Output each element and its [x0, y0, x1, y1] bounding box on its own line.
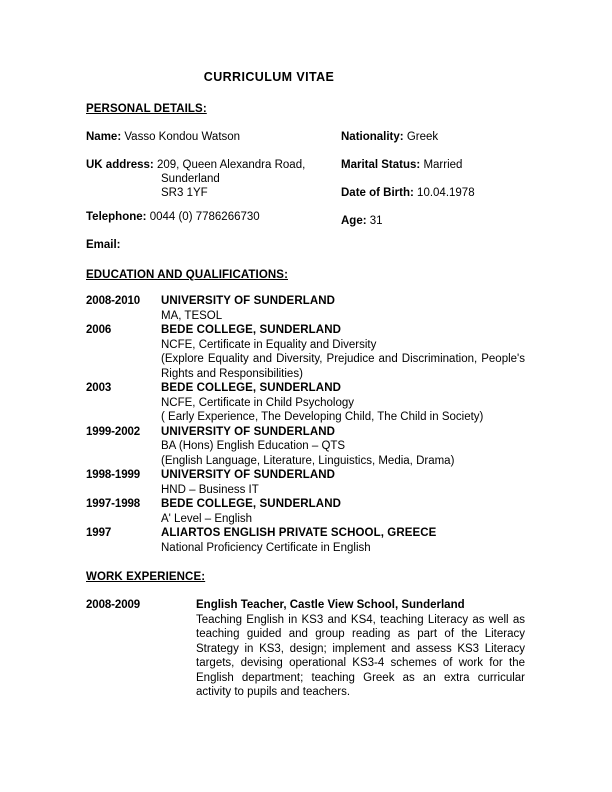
field-telephone-value: 0044 (0) 7786266730 — [149, 211, 260, 223]
education-entry-body — [161, 294, 525, 323]
education-entry-date: 1997 — [86, 527, 112, 539]
education-entry-organisation: BEDE COLLEGE, SUNDERLAND — [161, 382, 342, 394]
education-entry-organisation: UNIVERSITY OF SUNDERLAND — [161, 425, 336, 438]
field-email — [86, 238, 121, 253]
field-nationality — [341, 130, 438, 145]
education-entry-organisation: BEDE COLLEGE, SUNDERLAND — [161, 498, 342, 510]
education-entry-detail: National Proficiency Certificate in English — [161, 541, 371, 554]
education-entry — [0, 323, 612, 381]
education-entry-date: 1999-2002 — [86, 425, 141, 438]
education-entry-detail: MA, TESOL — [161, 309, 223, 322]
education-entry-body — [161, 468, 525, 497]
education-entry — [0, 294, 612, 323]
education-entry — [0, 526, 612, 555]
field-telephone — [86, 210, 260, 225]
field-marital-status — [341, 158, 462, 173]
education-entry-detail: (Explore Equality and Diversity, Prejudice and Discrimination, People's Rights and Responsibilities) — [161, 353, 525, 380]
field-name-value: Vasso Kondou Watson — [124, 131, 241, 143]
document-title: CURRICULUM VITAE — [203, 70, 335, 84]
education-entry-detail: A' Level – English — [161, 512, 253, 525]
field-marital-status-label: Marital Status: — [341, 159, 421, 171]
education-entry-organisation: ALIARTOS ENGLISH PRIVATE SCHOOL, GREECE — [161, 527, 437, 539]
section-heading-personal-details: PERSONAL DETAILS: — [86, 103, 207, 115]
education-entry-body — [161, 381, 525, 425]
work-experience-entry-body — [196, 598, 525, 700]
education-entry-detail: ( Early Experience, The Developing Child, The Child in Society) — [161, 411, 484, 423]
section-heading-education: EDUCATION AND QUALIFICATIONS: — [86, 269, 289, 281]
field-uk-address-value: 209, Queen Alexandra Road, — [156, 159, 306, 171]
education-entry-detail: NCFE, Certificate in Child Psychology — [161, 396, 355, 409]
work-experience-entry-date: 2008-2009 — [86, 599, 141, 611]
education-entry — [0, 425, 612, 469]
field-date-of-birth — [341, 186, 475, 201]
education-entry-date: 2006 — [86, 324, 112, 336]
education-entries-list — [0, 294, 612, 555]
work-experience-entry-description: Teaching English in KS3 and KS4, teaching Literacy as well as teaching guided and group reading as part of the Literacy Strategy in KS3, design; implement and assess KS3 Literacy targets, devising operational KS3-4 schemes of work for the English department; teaching Greek as an extra curricular activity to pupils and teachers. — [196, 613, 525, 698]
education-entry-date: 2008-2010 — [86, 295, 141, 307]
field-nationality-value: Greek — [406, 131, 439, 143]
education-entry-detail: BA (Hons) English Education – QTS — [161, 440, 346, 452]
field-uk-address-label: UK address: — [86, 159, 154, 171]
work-experience-entry — [0, 598, 612, 700]
field-telephone-label: Telephone: — [86, 211, 147, 223]
education-entry-body — [161, 526, 525, 555]
education-entry-organisation: UNIVERSITY OF SUNDERLAND — [161, 469, 336, 481]
field-uk-address-line2: Sunderland — [161, 173, 220, 185]
field-age-value: 31 — [369, 215, 383, 227]
education-entry-detail: (English Language, Literature, Linguistics, Media, Drama) — [161, 454, 455, 467]
education-entry-body — [161, 497, 525, 526]
field-date-of-birth-value: 10.04.1978 — [417, 187, 475, 199]
field-nationality-label: Nationality: — [341, 131, 404, 143]
education-entry-detail: HND – Business IT — [161, 483, 259, 496]
education-entry-detail: NCFE, Certificate in Equality and Diversity — [161, 338, 377, 351]
field-uk-address — [86, 158, 305, 173]
field-name — [86, 130, 240, 145]
education-entry-body — [161, 323, 525, 381]
education-entry-date: 1997-1998 — [86, 498, 141, 510]
section-heading-work-experience: WORK EXPERIENCE: — [86, 571, 206, 583]
education-entry — [0, 381, 612, 425]
field-name-label: Name: — [86, 131, 122, 143]
field-uk-address-line3: SR3 1YF — [161, 187, 208, 199]
field-marital-status-value: Married — [423, 159, 463, 171]
education-entry-organisation: UNIVERSITY OF SUNDERLAND — [161, 295, 336, 307]
work-experience-entries-list — [0, 598, 612, 700]
field-age-label: Age: — [341, 215, 367, 227]
education-entry-organisation: BEDE COLLEGE, SUNDERLAND — [161, 324, 342, 336]
education-entry — [0, 468, 612, 497]
education-entry-date: 2003 — [86, 382, 112, 394]
work-experience-entry-title: English Teacher, Castle View School, Sunderland — [196, 599, 465, 611]
education-entry-body — [161, 425, 525, 469]
education-entry-date: 1998-1999 — [86, 469, 141, 481]
field-date-of-birth-label: Date of Birth: — [341, 187, 414, 199]
education-entry — [0, 497, 612, 526]
field-age — [341, 214, 383, 229]
field-email-label: Email: — [86, 239, 121, 251]
